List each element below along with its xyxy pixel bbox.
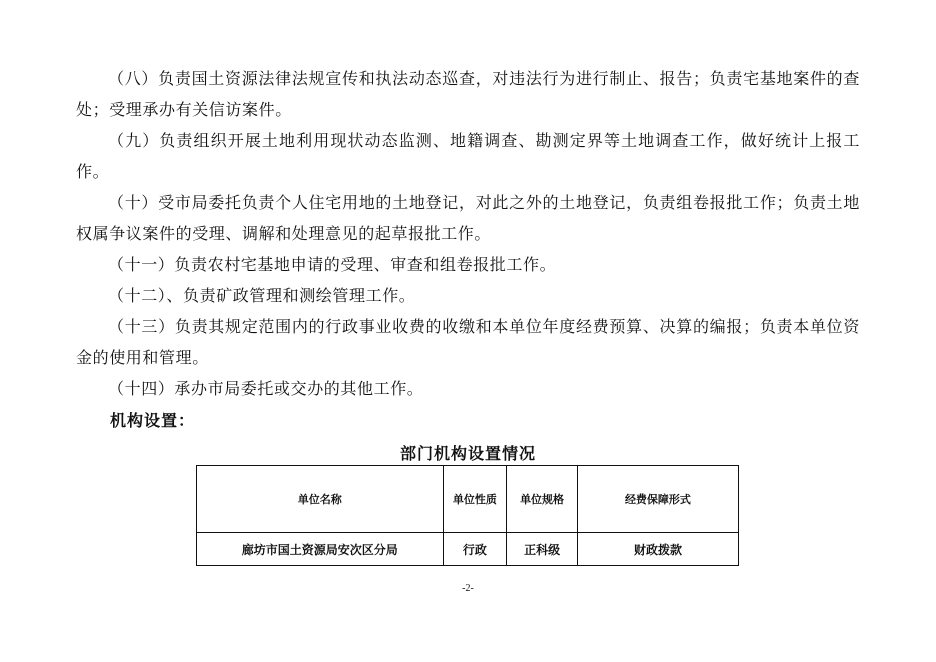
table-header-row [197, 466, 739, 533]
cell-funding-type: 财政拨款 [577, 533, 738, 566]
paragraph-14: （十四）承办市局委托或交办的其他工作。 [108, 379, 424, 398]
paragraph-13: （十三）负责其规定范围内的行政事业收费的收缴和本单位年度经费预算、决算的编报；负责本单位资金的使用和管理。 [76, 317, 860, 367]
table-title: 部门机构设置情况 [399, 444, 536, 463]
column-header-funding-type: 经费保障形式 [577, 466, 738, 533]
paragraph-11: （十一）负责农村宅基地申请的受理、审查和组卷报批工作。 [108, 255, 557, 274]
org-table [196, 465, 739, 566]
cell-unit-nature: 行政 [443, 533, 507, 566]
page-number: -2- [462, 583, 474, 594]
column-header-unit-nature: 单位性质 [443, 466, 507, 533]
column-header-unit-name: 单位名称 [197, 466, 444, 533]
cell-unit-level: 正科级 [507, 533, 578, 566]
paragraph-10: （十）受市局委托负责个人住宅用地的土地登记，对此之外的土地登记，负责组卷报批工作；负责土地权属争议案件的受理、调解和处理意见的起草报批工作。 [76, 193, 860, 243]
table-row [197, 533, 739, 566]
paragraph-12: （十二）、负责矿政管理和测绘管理工作。 [108, 286, 416, 305]
paragraph-9: （九）负责组织开展土地利用现状动态监测、地籍调查、勘测定界等土地调查工作，做好统计上报工作。 [76, 131, 860, 181]
column-header-unit-level: 单位规格 [507, 466, 578, 533]
cell-unit-name: 廊坊市国土资源局安次区分局 [197, 533, 444, 566]
paragraph-8: （八）负责国土资源法律法规宣传和执法动态巡查，对违法行为进行制止、报告；负责宅基地案件的查处；受理承办有关信访案件。 [76, 69, 860, 119]
section-heading: 机构设置： [110, 411, 196, 430]
